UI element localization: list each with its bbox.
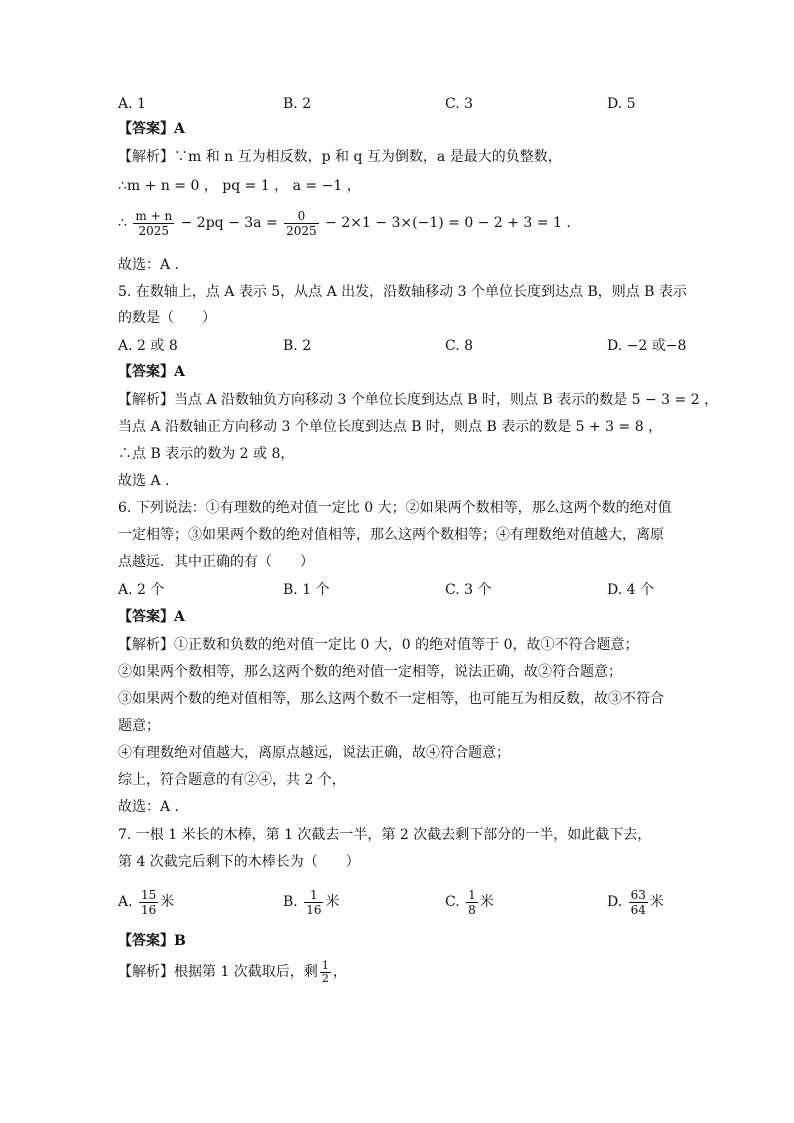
q4-answer: 【答案】A <box>118 121 185 137</box>
q4-option-d: D. 5 <box>607 96 636 112</box>
q6-analysis-line-3: ③如果两个数的绝对值相等，那么这两个数不一定相等，也可能互为相反数，故③不符合 <box>118 691 664 707</box>
q5-option-c: C. 8 <box>445 338 474 354</box>
q5-analysis-line-1: 【解析】当点 A 沿数轴负方向移动 3 个单位长度到达点 B 时，则点 B 表示的数是 5 − 3 = 2 ， <box>118 392 719 408</box>
therefore-symbol: ∴ <box>118 215 127 231</box>
q7-option-b-letter: B. <box>283 894 298 910</box>
q5-option-a: A. 2 或 8 <box>118 338 178 354</box>
q6-option-c: C. 3 个 <box>445 582 492 598</box>
q7-option-a-letter: A. <box>118 894 133 910</box>
q6-analysis-line-4: 题意； <box>118 718 160 734</box>
q4-analysis-line-2: ∴m + n = 0 ， pq = 1 ， a = −1 ， <box>118 178 361 194</box>
q7-option-d-fraction <box>629 888 648 917</box>
q5-analysis-line-2: 当点 A 沿数轴正方向移动 3 个单位长度到达点 B 时，则点 B 表示的数是 5 + 3 = 8 ， <box>118 419 663 435</box>
q7-option-d-unit: 米 <box>649 894 664 910</box>
q7-option-a-unit: 米 <box>160 894 175 910</box>
q7-analysis-line-1 <box>118 957 347 987</box>
q5-stem-line-2: 的数是（ ） <box>118 310 216 326</box>
q7-option-b-unit: 米 <box>325 894 340 910</box>
q6-analysis-line-2: ②如果两个数相等，那么这两个数的绝对值一定相等，说法正确，故②符合题意； <box>118 664 622 680</box>
q7-option-b-denominator: 16 <box>306 902 322 917</box>
q7-option-c-numerator: 1 <box>468 887 476 902</box>
q7-option-d-denominator: 64 <box>630 902 646 917</box>
q7-option-c-denominator: 8 <box>468 902 476 917</box>
q4-analysis-line-1: 【解析】∵m 和 n 互为相反数，p 和 q 互为倒数，a 是最大的负整数， <box>118 149 562 165</box>
q4-option-c: C. 3 <box>445 96 474 112</box>
q6-option-a: A. 2 个 <box>118 582 165 598</box>
q6-stem-line-1: 6. 下列说法：①有理数的绝对值一定比 0 大；②如果两个数相等，那么这两个数的绝对值 <box>118 500 672 516</box>
q4-fraction-1 <box>133 209 174 238</box>
q6-option-b: B. 1 个 <box>283 582 330 598</box>
q7-analysis-numerator: 1 <box>321 958 329 972</box>
q5-option-d: D. −2 或−8 <box>607 338 687 354</box>
q7-option-b <box>283 882 339 922</box>
q7-option-d-numerator: 63 <box>630 887 646 902</box>
q7-option-c-letter: C. <box>445 894 460 910</box>
q7-option-a-denominator: 16 <box>141 902 157 917</box>
q5-stem-line-1: 5. 在数轴上，点 A 表示 5，从点 A 出发，沿数轴移动 3 个单位长度到达点 B，则点 B 表示 <box>118 284 687 300</box>
q7-option-d <box>607 882 664 922</box>
q6-option-d: D. 4 个 <box>607 582 654 598</box>
q5-analysis-line-3: ∴点 B 表示的数为 2 或 8， <box>118 446 295 462</box>
q4-option-b: B. 2 <box>283 96 312 112</box>
q7-option-c <box>445 882 494 922</box>
q5-option-b: B. 2 <box>283 338 312 354</box>
q7-option-a-fraction <box>139 888 158 917</box>
q6-stem-line-2: 一定相等；③如果两个数的绝对值相等，那么这两个数相等；④有理数绝对值越大，离原 <box>118 527 664 543</box>
q5-answer: 【答案】A <box>118 364 185 380</box>
q7-option-b-fraction <box>304 888 323 917</box>
q6-analysis-line-7: 故选：A . <box>118 799 180 815</box>
q4-fraction-2 <box>284 209 319 238</box>
q4-equation-end: − 2×1 − 3×(−1) = 0 − 2 + 3 = 1 . <box>325 215 571 231</box>
q4-fraction-1-denominator: 2025 <box>138 223 170 238</box>
q7-option-d-letter: D. <box>607 894 623 910</box>
q7-stem-line-1: 7. 一根 1 米长的木棒，第 1 次截去一半，第 2 次截去剩下部分的一半，如此截下去， <box>118 827 652 843</box>
q7-option-b-numerator: 1 <box>304 888 323 903</box>
q7-analysis-suffix: ， <box>332 964 347 980</box>
q4-equation-middle: − 2pq − 3a = <box>180 215 278 231</box>
q4-fraction-2-numerator: 0 <box>284 209 319 224</box>
q4-option-a: A. 1 <box>118 96 146 112</box>
q7-option-c-unit: 米 <box>479 894 494 910</box>
q4-fraction-1-numerator: m + n <box>135 208 173 223</box>
q7-option-a-numerator: 15 <box>141 887 157 902</box>
q5-analysis-line-4: 故选 A . <box>118 473 170 489</box>
q6-analysis-line-1: 【解析】①正数和负数的绝对值一定比 0 大，0 的绝对值等于 0，故①不符合题意； <box>118 637 639 653</box>
q7-analysis-denominator: 2 <box>321 971 329 985</box>
q6-analysis-line-5: ④有理数绝对值越大，离原点越远，说法正确，故④符合题意； <box>118 745 510 761</box>
q4-fraction-2-denominator: 2025 <box>286 223 317 238</box>
q7-answer: 【答案】B <box>118 933 186 949</box>
q4-equation <box>118 206 571 240</box>
q6-answer: 【答案】A <box>118 609 185 625</box>
q7-option-c-fraction <box>466 888 478 917</box>
q7-option-a <box>118 882 174 922</box>
q7-analysis-prefix: 【解析】根据第 1 次截取后，剩 <box>118 964 318 980</box>
q4-conclusion: 故选：A . <box>118 257 180 273</box>
q7-stem-line-2: 第 4 次截完后剩下的木棒长为（ ） <box>118 854 360 870</box>
q6-analysis-line-6: 综上，符合题意的有②④，共 2 个， <box>118 772 346 788</box>
q6-stem-line-3: 点越远．其中正确的有（ ） <box>118 554 314 570</box>
q7-analysis-fraction <box>320 960 331 985</box>
